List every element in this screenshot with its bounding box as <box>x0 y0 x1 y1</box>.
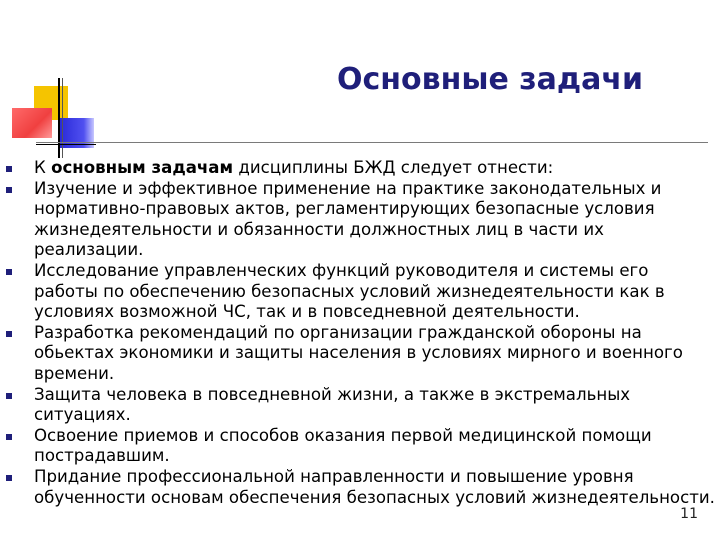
list-item-text: Защита человека в повседневной жизни, а также в экстремальных ситуациях. <box>34 384 631 425</box>
bullet-icon <box>6 475 12 481</box>
bullet-icon <box>6 166 12 172</box>
title-underline <box>36 142 708 143</box>
list-item-text: Изучение и эффективное применение на практике законодательных и нормативно-правовых актов, регламентирующих безопасные условия жизнедеятельности и обязанности должностных лиц в части их реализации. <box>34 178 662 260</box>
slide-title: Основные задачи <box>336 62 644 97</box>
logo-blue-square <box>60 118 94 148</box>
list-item <box>0 385 716 426</box>
list-item <box>0 179 716 261</box>
logo-vertical-line-thin <box>62 78 63 158</box>
bullet-icon <box>6 331 12 337</box>
list-item-intro <box>0 158 716 179</box>
page-number: 11 <box>680 506 698 522</box>
list-item <box>0 261 716 323</box>
list-item <box>0 426 716 467</box>
intro-prefix: К <box>34 158 52 177</box>
bullet-list <box>0 158 716 508</box>
logo-yellow-square <box>34 86 68 120</box>
intro-rest: дисциплины БЖД следует отнести: <box>233 158 554 177</box>
intro-bold: основным задачам <box>51 158 234 177</box>
logo-red-square <box>12 108 52 138</box>
bullet-icon <box>6 269 12 275</box>
bullet-icon <box>6 434 12 440</box>
bullet-icon <box>6 393 12 399</box>
list-item-text: Исследование управленческих функций руководителя и системы его работы по обеспечению безопасных условий жизнедеятельности как в условиях возможной ЧС, так и в повседневной деятельности. <box>34 260 665 322</box>
list-item <box>0 323 716 385</box>
bullet-icon <box>6 187 12 193</box>
list-item-text: Разработка рекомендаций по организации гражданской обороны на обьектах экономики и защиты населения в условиях мирного и военного времени. <box>34 322 683 383</box>
list-item-text: Освоение приемов и способов оказания первой медицинской помощи пострадавшим. <box>34 425 652 466</box>
list-item <box>0 467 716 508</box>
logo-horizontal-accent <box>36 144 96 145</box>
list-item-text: Придание профессиональной направленности и повышение уровня обученности основам обеспечения безопасных условий жизнедеятельности. <box>34 466 715 507</box>
logo-vertical-line <box>58 78 60 158</box>
